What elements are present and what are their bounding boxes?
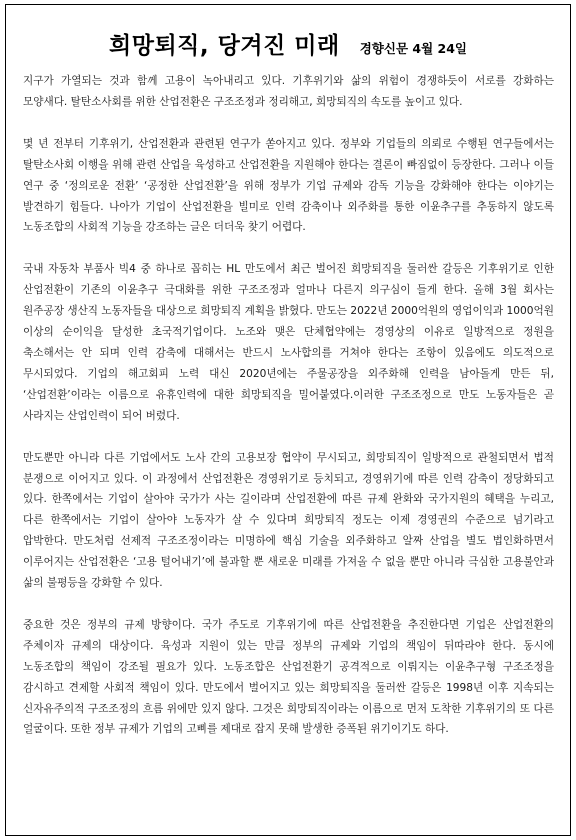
paragraph-5: 중요한 것은 정부의 규제 방향이다. 국가 주도로 기후위기에 따른 산업전환을 추진한다면 기업은 산업전환의 주체이자 규제의 대상이다. 육성과 지원이 있는 만큼 정부의 규제와 기업의 책임이 뒤따라야 한다. 동시에 노동조합의 책임이 강조될 필요가 있다. 노동조합은 산업전환기 공격적으로 이뤄지는 이윤추구형 구조조정을 감시하고 견제할 사회적 책임이 있다. 만도에서 벌어지고 있는 희망퇴직을 둘러싼 갈등은 1998년 이후 지속되는 신자유주의적 구조조정의 흐름 위에만 있지 않다. 그것은 희망퇴직이라는 이름으로 먼저 도착한 기후위기의 또 다른 얼굴이다. 또한 정부 규제가 기업의 고삐를 제대로 잡지 못해 발생한 증폭된 위기이기도 하다. [23,618,554,736]
paragraph-4: 만도뿐만 아니라 다른 기업에서도 노사 간의 고용보장 협약이 무시되고, 희망퇴직이 일방적으로 관철되면서 법적 분쟁으로 이어지고 있다. 이 과정에서 산업전환은 경영위기로 등치되고, 경영위기에 따른 인력 감축이 정당화되고 있다. 한쪽에서는 기업이 살아야 국가가 사는 길이라며 산업전환에 따른 규제 완화와 국가지원의 혜택을 누리고, 다른 한쪽에서는 기업이 살아야 노동자가 살 수 있다며 희망퇴직 정도는 이제 경영권의 수준으로 넘기라고 압박한다. 만도처럼 선제적 구조조정이라는 미명하에 핵심 기술을 외주화하고 알짜 산업을 별도 법인화하면서 이루어지는 산업전환은 ‘고용 털어내기’에 불과할 뿐 새로운 미래를 가져올 수 없을 뿐만 아니라 극심한 고용불안과 삶의 불평등을 강화할 수 있다. [23,451,554,590]
paragraph-2: 몇 년 전부터 기후위기, 산업전환과 관련된 연구가 쏟아지고 있다. 정부와 기업들의 의뢰로 수행된 연구들에서는 탈탄소사회 이행을 위해 관련 산업을 육성하고 산업전환을 지원해야 한다는 결론이 빠짐없이 등장한다. 그러나 이들 연구 중 ‘정의로운 전환’ ‘공정한 산업전환’을 위해 정부가 기업 규제와 감독 기능을 강화해야 한다는 이야기는 발견하기 힘들다. 나아가 기업이 산업전환을 빌미로 인력 감축이나 외주화를 통한 이윤추구를 추동하지 않도록 노동조합의 사회적 기능을 강조하는 글은 더더욱 찾기 어렵다. [23,137,554,234]
paragraph-3: 국내 자동차 부품사 빅4 중 하나로 꼽히는 HL 만도에서 최근 벌어진 희망퇴직을 둘러싼 갈등은 기후위기로 인한 산업전환이 기존의 이윤추구 극대화를 위한 구조조정과 얼마나 다른지 의구심이 들게 한다. 올해 3월 회사는 원주공장 생산직 노동자들을 대상으로 희망퇴직 계획을 밝혔다. 만도는 2022년 2000억원의 영업이익과 1000억원 이상의 순이익을 달성한 초국적기업이다. 노조와 맺은 단체협약에는 경영상의 이유로 일방적으로 정원을 축소해서는 안 되며 인력 감축에 대해서는 반드시 노사합의를 거쳐야 한다는 조항이 있음에도 의도적으로 무시되었다. 기업의 해고회피 노력 대신 2020년에는 주물공장을 외주화해 인력을 남아돌게 만든 뒤, ‘산업전환’이라는 이름으로 유휴인력에 대한 희망퇴직을 밀어붙였다.이러한 구조조정으로 만도 노동자들은 곧 사라지는 산업인력이 되어 버렸다. [23,263,554,422]
article-body [23,71,554,761]
article-source: 경향신문 4월 24일 [359,41,467,56]
paragraph-1: 지구가 가열되는 것과 함께 고용이 녹아내리고 있다. 기후위기와 삶의 위험이 경쟁하듯이 서로를 강화하는 모양새다. 탈탄소사회를 위한 산업전환은 구조조정과 정리해고, 희망퇴직의 속도를 높이고 있다. [23,75,554,108]
article-title: 희망퇴직, 당겨진 미래 [109,33,340,59]
article-page [5,4,571,836]
article-header [6,27,570,61]
